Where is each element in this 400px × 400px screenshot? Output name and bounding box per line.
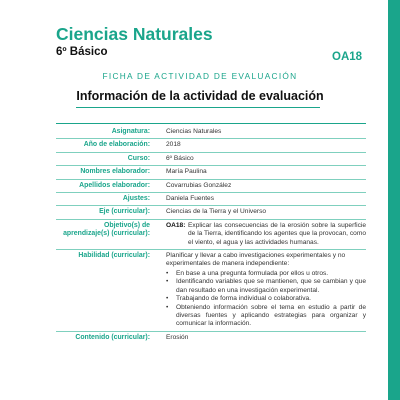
row-label: Curso: bbox=[127, 154, 150, 162]
row-value: 6º Básico bbox=[166, 154, 194, 162]
sheet-kicker: FICHA DE ACTIVIDAD DE EVALUACIÓN bbox=[102, 71, 298, 81]
row-label: Apellidos elaborador: bbox=[79, 181, 150, 189]
list-item-text: Identificando variables que se mantienen, que se cambian y que dan resultado en una investigación experimental. bbox=[176, 278, 366, 294]
title-underline bbox=[76, 107, 320, 108]
row-value: Ciencias de la Tierra y el Universo bbox=[166, 208, 267, 216]
row-label: Ajustes: bbox=[122, 195, 150, 203]
row-ano-elaboracion bbox=[56, 139, 366, 152]
list-item-text: Trabajando de forma individual o colaborativa. bbox=[176, 295, 312, 303]
bullet-icon: • bbox=[166, 303, 169, 311]
list-item bbox=[166, 270, 366, 278]
list-item bbox=[166, 295, 366, 303]
row-value bbox=[158, 220, 366, 249]
row-label: Habilidad (curricular): bbox=[78, 252, 150, 260]
row-value: Ciencias Naturales bbox=[166, 128, 222, 135]
row-asignatura bbox=[56, 126, 366, 139]
list-item bbox=[166, 304, 366, 329]
list-item-text: Obteniendo información sobre el tema en estudio a partir de diversas fuentes y aplicando estrategias para organizar y comunicar la información. bbox=[176, 303, 366, 328]
row-ajustes bbox=[56, 193, 366, 206]
row-objetivo-aprendizaje bbox=[56, 220, 366, 250]
row-contenido bbox=[56, 332, 366, 344]
row-label: Nombres elaborador: bbox=[80, 168, 150, 176]
grade-heading: 6º Básico bbox=[56, 46, 108, 58]
row-value bbox=[158, 250, 366, 331]
row-label: Contenido (curricular): bbox=[75, 333, 150, 341]
row-label: Año de elaboración: bbox=[83, 141, 150, 149]
row-label: Asignatura: bbox=[111, 128, 150, 135]
bullet-icon: • bbox=[166, 278, 169, 286]
bullet-icon: • bbox=[166, 269, 169, 277]
row-value: Covarrubias González bbox=[166, 181, 232, 189]
row-value: María Paulina bbox=[166, 168, 207, 176]
row-habilidad bbox=[56, 250, 366, 332]
row-value: Erosión bbox=[166, 333, 189, 341]
row-label: Eje (curricular): bbox=[99, 208, 150, 216]
row-eje-curricular bbox=[56, 206, 366, 219]
row-apellidos-elaborador bbox=[56, 180, 366, 193]
row-nombres-elaborador bbox=[56, 166, 366, 179]
objective-entry bbox=[166, 222, 366, 247]
objective-code: OA18: bbox=[166, 221, 186, 229]
skill-intro: Planificar y llevar a cabo investigaciones experimentales y no experimentales de manera independiente: bbox=[166, 252, 346, 268]
oa-code-badge: OA18 bbox=[332, 51, 363, 63]
row-curso bbox=[56, 153, 366, 166]
skill-list bbox=[166, 270, 366, 329]
info-table bbox=[56, 126, 366, 344]
subject-heading: Ciencias Naturales bbox=[56, 24, 213, 44]
bullet-icon: • bbox=[166, 295, 169, 303]
objective-text: Explicar las consecuencias de la erosión sobre la superficie de la Tierra, identificando los agentes que la provocan, como el viento, el agua y las actividades humanas. bbox=[188, 221, 366, 246]
document-title: Información de la actividad de evaluación bbox=[76, 89, 324, 103]
right-accent-bar bbox=[388, 0, 400, 400]
list-item bbox=[166, 278, 366, 295]
list-item-text: En base a una pregunta formulada por ellos u otros. bbox=[176, 269, 329, 277]
table-top-rule bbox=[56, 123, 366, 124]
row-value: 2018 bbox=[166, 141, 181, 149]
row-label: Objetivo(s) de aprendizaje(s) (curricular): bbox=[63, 221, 150, 238]
row-value: Daniela Fuentes bbox=[166, 195, 215, 203]
